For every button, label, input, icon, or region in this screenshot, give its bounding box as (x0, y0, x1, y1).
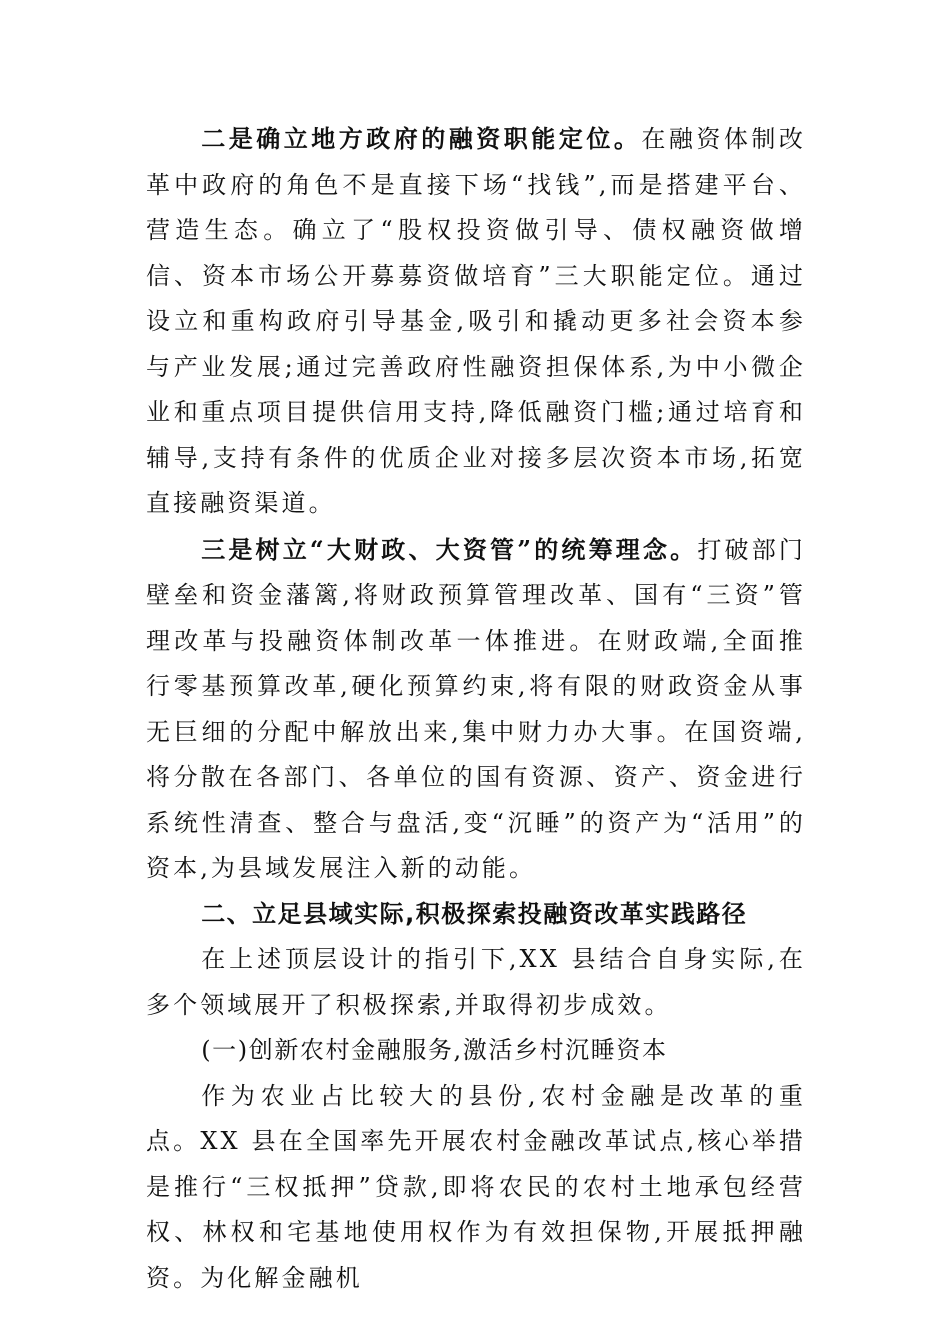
section-heading: 二、立足县域实际,积极探索投融资改革实践路径 (201, 899, 748, 928)
subsection-heading: (一)创新农村金融服务,激活乡村沉睡资本 (201, 1036, 668, 1064)
paragraph-financing-role (146, 116, 806, 527)
document-page (146, 116, 806, 1301)
paragraph-body-financing-role: 在融资体制改革中政府的角色不是直接下场“找钱”,而是搭建平台、营造生态。确立了“股权投资做引导、债权融资做增信、资本市场公开募募资做培育”三大职能定位。通过设立和重构政府引导基金,吸引和撬动更多社会资本参与产业发展;通过完善政府性融资担保体系,为中小微企业和重点项目提供信用支持,降低融资门槛;通过培育和辅导,支持有条件的优质企业对接多层次资本市场,拓宽直接融资渠道。 (146, 125, 806, 517)
paragraph-body-overall-planning: 打破部门壁垒和资金藩篱,将财政预算管理改革、国有“三资”管理改革与投融资体制改革一体推进。在财政端,全面推行零基预算改革,硬化预算约束,将有限的财政资金从事无巨细的分配中解放出来,集中财力办大事。在国资端,将分散在各部门、各单位的国有资源、资产、资金进行系统性清查、整合与盘活,变“沉睡”的资产为“活用”的资本,为县域发展注入新的动能。 (146, 535, 807, 882)
paragraph-intro: 在上述顶层设计的指引下,XX 县结合自身实际,在多个领域展开了积极探索,并取得初步成效。 (146, 945, 806, 1019)
paragraph-overall-planning (146, 527, 806, 892)
paragraph-rural-finance: 作为农业占比较大的县份,农村金融是改革的重点。XX 县在全国率先开展农村金融改革试点,核心举措是推行“三权抵押”贷款,即将农民的农村土地承包经营权、林权和宅基地使用权作为有效担保物,开展抵押融资。为化解金融机 (146, 1081, 806, 1292)
paragraph-lead-overall-planning: 三是树立“大财政、大资管”的统筹理念。 (201, 534, 698, 564)
paragraph-lead-financing-role: 二是确立地方政府的融资职能定位。 (201, 124, 642, 153)
